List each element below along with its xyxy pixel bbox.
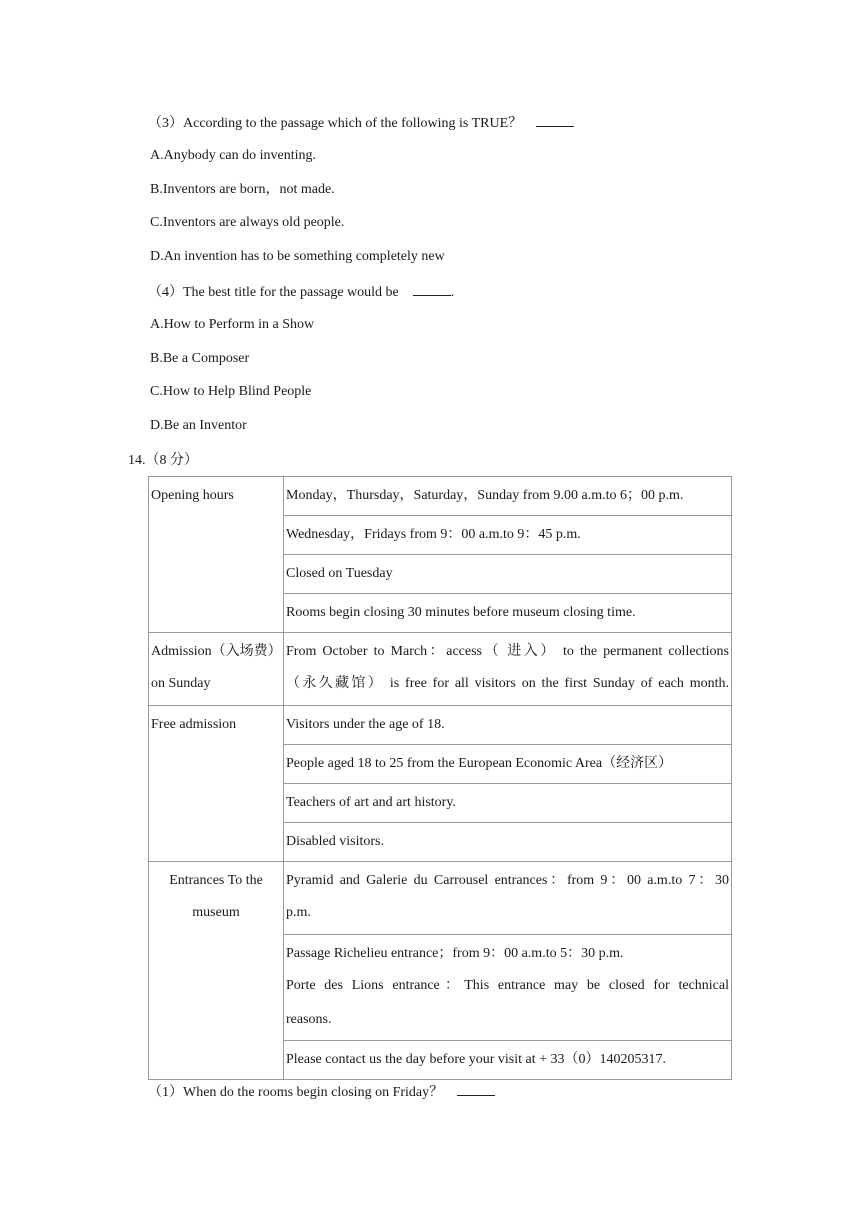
opening-row: Wednesday，Fridays from 9：00 a.m.to 9：45 p.m. xyxy=(284,516,732,555)
opening-row: Rooms begin closing 30 minutes before museum closing time. xyxy=(284,594,732,633)
opening-hours-label-cell: Opening hours xyxy=(149,477,284,633)
entrance-row: Please contact us the day before your visit at + 33（0）140205317. xyxy=(284,1041,732,1080)
opening-row: Monday，Thursday，Saturday，Sunday from 9.00 a.m.to 6；00 p.m. xyxy=(284,477,732,516)
answer-blank[interactable] xyxy=(413,281,451,296)
free-row: People aged 18 to 25 from the European Economic Area（经济区） xyxy=(284,745,732,784)
answer-blank[interactable] xyxy=(457,1081,495,1096)
q4-option-d: D.Be an Inventor xyxy=(150,418,247,433)
q3-option-c: C.Inventors are always old people. xyxy=(150,215,345,230)
question-14-label: 14.（8 分） xyxy=(128,453,198,468)
q3-option-b: B.Inventors are born，not made. xyxy=(150,182,335,197)
admission-text-cell: From October to March：access（ 进入） to the permanent collections （永久藏馆） is free for all visitors on the first Sunday of each month. xyxy=(284,633,732,706)
free-admission-label-cell: Free admission xyxy=(149,706,284,862)
q4-option-c: C.How to Help Blind People xyxy=(150,384,312,399)
q4-option-a: A.How to Perform in a Show xyxy=(150,317,315,332)
entrances-label-cell: Entrances To the museum xyxy=(149,862,284,1080)
admission-label-cell: Admission（入场费） on Sunday xyxy=(149,633,284,706)
q3-stem: （3）According to the passage which of the following is TRUE？ xyxy=(148,112,574,134)
q3-option-d: D.An invention has to be something completely new xyxy=(150,249,445,264)
q4-stem: （4）The best title for the passage would be . xyxy=(148,281,454,303)
entrance-row: Passage Richelieu entrance；from 9：00 a.m.to 5：30 p.m. Porte des Lions entrance：This entrance may be closed for technical reasons. xyxy=(284,935,732,1041)
entrance-row: Pyramid and Galerie du Carrousel entrances：from 9：00 a.m.to 7：30 p.m. xyxy=(284,862,732,935)
opening-row: Closed on Tuesday xyxy=(284,555,732,594)
followup-q1: （1）When do the rooms begin closing on Friday？ xyxy=(148,1081,495,1103)
museum-info-table xyxy=(148,476,732,1080)
q3-option-a: A.Anybody can do inventing. xyxy=(150,148,317,163)
free-row: Teachers of art and art history. xyxy=(284,784,732,823)
free-row: Disabled visitors. xyxy=(284,823,732,862)
answer-blank[interactable] xyxy=(536,112,574,127)
free-row: Visitors under the age of 18. xyxy=(284,706,732,745)
q4-option-b: B.Be a Composer xyxy=(150,351,250,366)
